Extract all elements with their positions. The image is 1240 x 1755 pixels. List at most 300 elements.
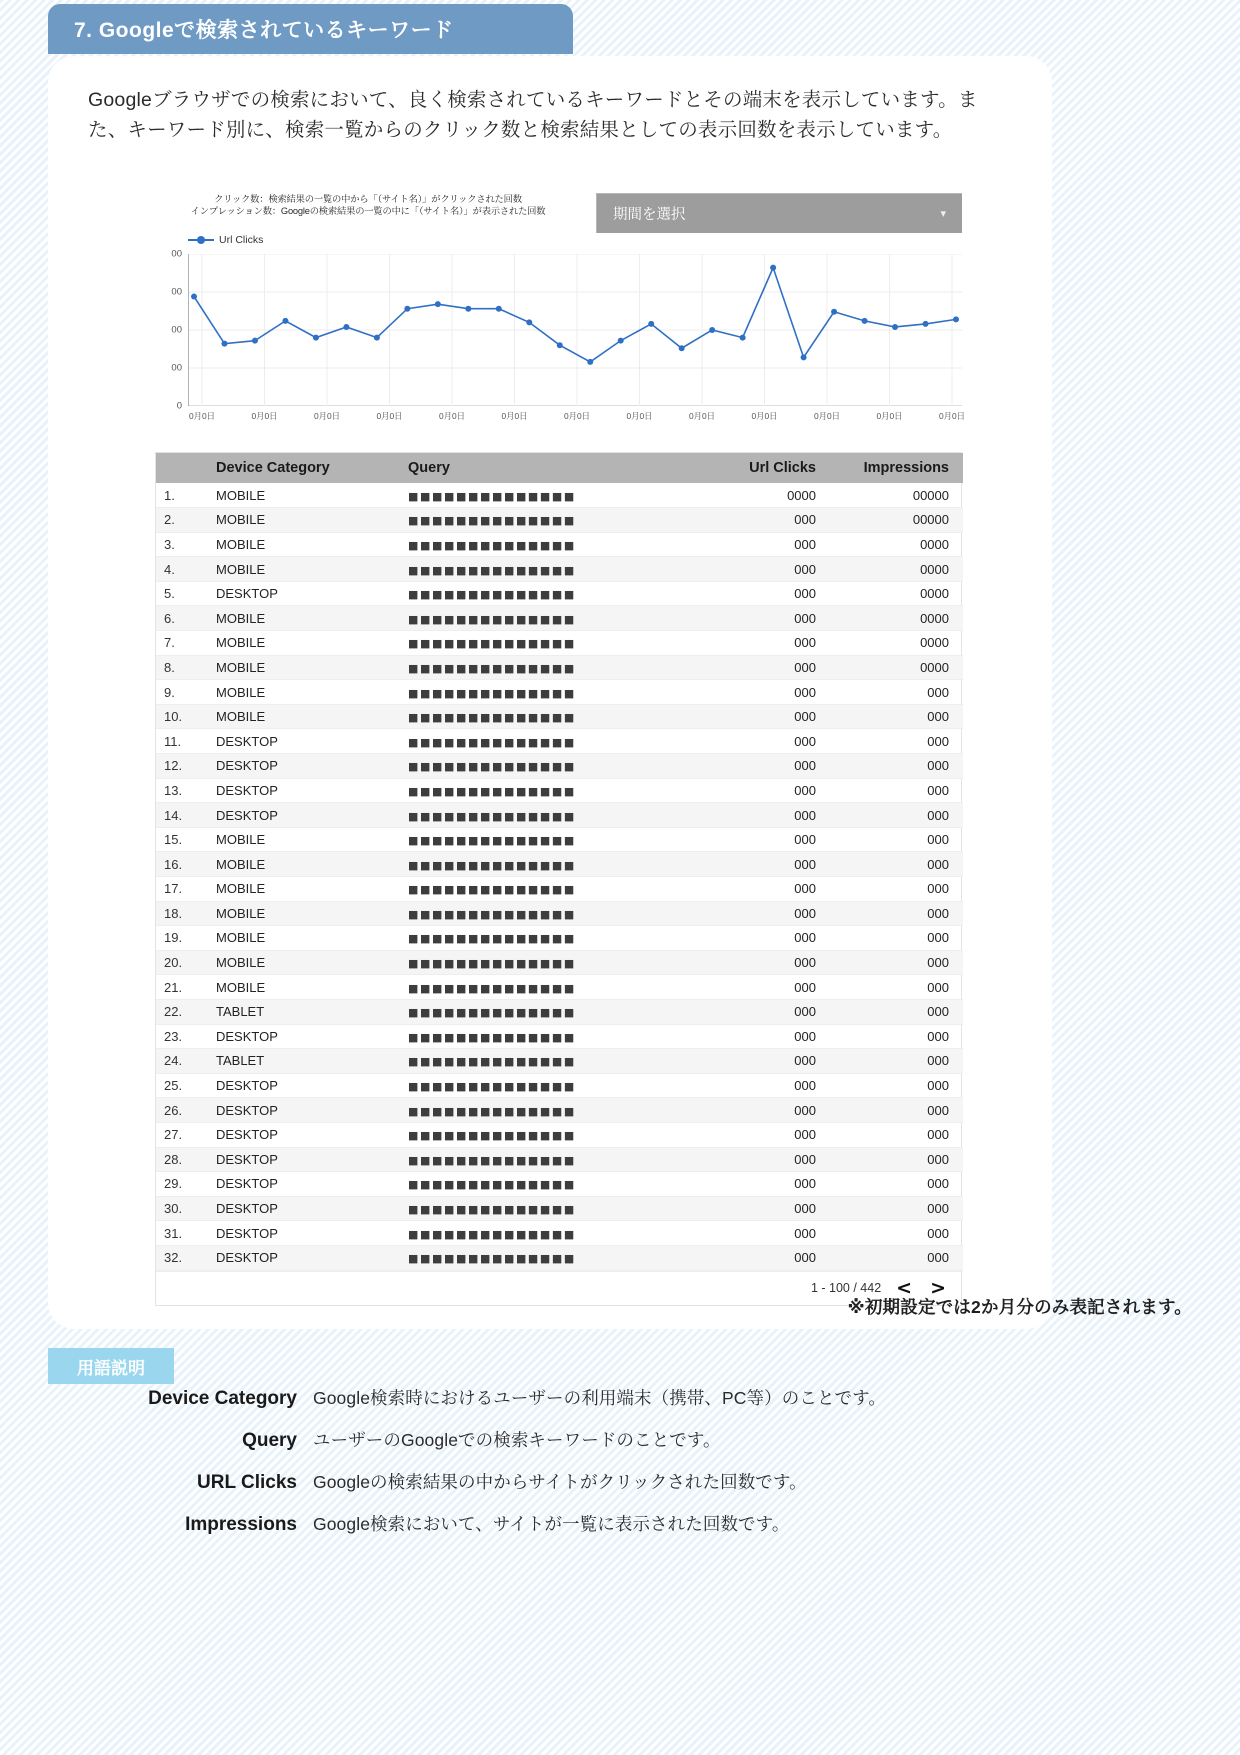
table-row[interactable] (156, 778, 963, 803)
row-device-category: TABLET (208, 1049, 400, 1074)
query-mask: ■■■■■■■■■■■■■■ (408, 1153, 576, 1167)
row-impressions: 000 (830, 926, 963, 951)
table-row[interactable] (156, 508, 963, 533)
row-index: 5. (156, 581, 208, 606)
query-mask: ■■■■■■■■■■■■■■ (408, 711, 576, 725)
glossary-definition: Google検索時におけるユーザーの利用端末（携帯、PC等）のことです。 (313, 1388, 886, 1408)
row-index: 11. (156, 729, 208, 754)
table-row[interactable] (156, 901, 963, 926)
row-url-clicks: 000 (697, 557, 830, 582)
query-mask: ■■■■■■■■■■■■■■ (408, 834, 576, 848)
row-query (400, 1196, 697, 1221)
row-device-category: MOBILE (208, 975, 400, 1000)
row-device-category: DESKTOP (208, 1098, 400, 1123)
x-axis-tick: 0月0日 (501, 411, 528, 421)
y-axis-tick: 00 (171, 286, 182, 298)
row-index: 20. (156, 950, 208, 975)
row-device-category: MOBILE (208, 557, 400, 582)
query-mask: ■■■■■■■■■■■■■■ (408, 661, 576, 675)
glossary-term: URL Clicks (197, 1472, 297, 1493)
query-mask: ■■■■■■■■■■■■■■ (408, 489, 576, 503)
row-query (400, 631, 697, 656)
row-impressions: 000 (830, 975, 963, 1000)
row-url-clicks: 000 (697, 1024, 830, 1049)
row-device-category: DESKTOP (208, 729, 400, 754)
row-impressions: 0000 (830, 606, 963, 631)
pagination-prev-button[interactable]: < (896, 1276, 913, 1299)
row-query (400, 827, 697, 852)
row-impressions: 0000 (830, 631, 963, 656)
row-url-clicks: 000 (697, 1245, 830, 1270)
x-axis-tick: 0月0日 (938, 411, 966, 421)
row-query (400, 1221, 697, 1246)
query-mask: ■■■■■■■■■■■■■■ (408, 1104, 576, 1118)
period-selector[interactable] (596, 193, 962, 233)
query-mask: ■■■■■■■■■■■■■■ (408, 760, 576, 774)
row-device-category: DESKTOP (208, 1024, 400, 1049)
chart-data-point (465, 306, 471, 312)
row-url-clicks: 000 (697, 827, 830, 852)
row-url-clicks: 000 (697, 1098, 830, 1123)
chart-plot-area (188, 254, 962, 406)
row-url-clicks: 000 (697, 1122, 830, 1147)
row-query (400, 606, 697, 631)
query-mask: ■■■■■■■■■■■■■■ (408, 858, 576, 872)
table-row[interactable] (156, 1073, 963, 1098)
row-query (400, 778, 697, 803)
table-row[interactable] (156, 877, 963, 902)
row-url-clicks: 000 (697, 1172, 830, 1197)
chart-data-point (343, 324, 349, 330)
row-impressions: 000 (830, 877, 963, 902)
col-device-category[interactable]: Device Category (208, 453, 400, 483)
row-impressions: 0000 (830, 532, 963, 557)
query-mask: ■■■■■■■■■■■■■■ (408, 981, 576, 995)
row-query (400, 483, 697, 508)
query-mask: ■■■■■■■■■■■■■■ (408, 1227, 576, 1241)
chart-annotation (158, 194, 578, 218)
table-row[interactable] (156, 557, 963, 582)
chart-data-point (923, 321, 929, 327)
chart-data-point (313, 335, 319, 341)
row-impressions: 000 (830, 1221, 963, 1246)
query-mask: ■■■■■■■■■■■■■■ (408, 932, 576, 946)
row-impressions: 000 (830, 950, 963, 975)
row-index: 28. (156, 1147, 208, 1172)
row-index: 14. (156, 803, 208, 828)
chart-data-point (862, 318, 868, 324)
section-header-tab (48, 4, 573, 54)
row-device-category: DESKTOP (208, 1196, 400, 1221)
legend-line-marker-icon (188, 239, 214, 241)
chart-data-point (648, 321, 654, 327)
chart-legend (188, 234, 263, 246)
row-query (400, 950, 697, 975)
chart-data-point (740, 335, 746, 341)
row-device-category: DESKTOP (208, 778, 400, 803)
row-impressions: 000 (830, 1073, 963, 1098)
row-query (400, 754, 697, 779)
query-mask: ■■■■■■■■■■■■■■ (408, 1129, 576, 1143)
table-row[interactable] (156, 1049, 963, 1074)
row-query (400, 999, 697, 1024)
row-url-clicks: 000 (697, 680, 830, 705)
query-mask: ■■■■■■■■■■■■■■ (408, 957, 576, 971)
x-axis-tick: 0月0日 (563, 411, 591, 421)
row-index: 18. (156, 901, 208, 926)
chart-data-point (953, 316, 959, 322)
row-url-clicks: 000 (697, 1221, 830, 1246)
row-device-category: DESKTOP (208, 1221, 400, 1246)
row-url-clicks: 000 (697, 926, 830, 951)
row-device-category: DESKTOP (208, 803, 400, 828)
chart-data-point (374, 335, 380, 341)
row-device-category: MOBILE (208, 655, 400, 680)
table-row[interactable] (156, 1024, 963, 1049)
table-header (156, 453, 963, 483)
row-url-clicks: 000 (697, 950, 830, 975)
row-query (400, 1172, 697, 1197)
glossary-tab (48, 1348, 174, 1384)
row-index: 8. (156, 655, 208, 680)
row-impressions: 000 (830, 1245, 963, 1270)
row-impressions: 000 (830, 852, 963, 877)
col-query[interactable]: Query (400, 453, 697, 483)
row-index: 16. (156, 852, 208, 877)
row-query (400, 1147, 697, 1172)
row-query (400, 1049, 697, 1074)
row-url-clicks: 000 (697, 1147, 830, 1172)
glossary-entry (48, 1385, 1048, 1410)
y-axis-tick: 0 (176, 400, 182, 412)
x-axis-tick: 0月0日 (376, 411, 403, 421)
chart-data-point (709, 327, 715, 333)
row-url-clicks: 000 (697, 631, 830, 656)
row-impressions: 000 (830, 680, 963, 705)
row-device-category: DESKTOP (208, 1147, 400, 1172)
row-index: 23. (156, 1024, 208, 1049)
query-mask: ■■■■■■■■■■■■■■ (408, 612, 576, 626)
query-mask: ■■■■■■■■■■■■■■ (408, 735, 576, 749)
row-impressions: 000 (830, 704, 963, 729)
row-url-clicks: 000 (697, 852, 830, 877)
query-mask: ■■■■■■■■■■■■■■ (408, 883, 576, 897)
table-row[interactable] (156, 1245, 963, 1270)
row-url-clicks: 000 (697, 1196, 830, 1221)
table-row[interactable] (156, 754, 963, 779)
row-url-clicks: 000 (697, 754, 830, 779)
glossary-entry (48, 1469, 1048, 1494)
row-impressions: 000 (830, 1024, 963, 1049)
section-description: Googleブラウザでの検索において、良く検索されているキーワードとその端末を表示しています。また、キーワード別に、検索一覧からのクリック数と検索結果としての表示回数を表示しています。 (88, 89, 978, 141)
query-mask: ■■■■■■■■■■■■■■ (408, 784, 576, 798)
glossary-term: Impressions (185, 1514, 297, 1535)
chart-data-point (496, 306, 502, 312)
row-index: 19. (156, 926, 208, 951)
chevron-down-icon: ▾ (940, 207, 946, 220)
table-row[interactable] (156, 852, 963, 877)
row-device-category: MOBILE (208, 852, 400, 877)
row-query (400, 704, 697, 729)
row-impressions: 0000 (830, 581, 963, 606)
row-query (400, 803, 697, 828)
row-query (400, 1245, 697, 1270)
row-index: 17. (156, 877, 208, 902)
row-device-category: MOBILE (208, 926, 400, 951)
row-query (400, 680, 697, 705)
row-index: 1. (156, 483, 208, 508)
row-impressions: 000 (830, 1172, 963, 1197)
row-query (400, 877, 697, 902)
chart-data-point (679, 345, 685, 351)
row-device-category: MOBILE (208, 532, 400, 557)
row-impressions: 000 (830, 778, 963, 803)
table-row[interactable] (156, 975, 963, 1000)
row-url-clicks: 000 (697, 704, 830, 729)
row-url-clicks: 000 (697, 532, 830, 557)
keyword-table (155, 452, 962, 1306)
x-axis-tick: 0月0日 (251, 411, 278, 421)
table-row[interactable] (156, 1098, 963, 1123)
row-query (400, 1098, 697, 1123)
row-index: 2. (156, 508, 208, 533)
row-device-category: TABLET (208, 999, 400, 1024)
table-row[interactable] (156, 1147, 963, 1172)
chart-data-point (831, 309, 837, 315)
row-query (400, 1024, 697, 1049)
row-device-category: MOBILE (208, 901, 400, 926)
x-axis-tick: 0月0日 (313, 411, 341, 421)
chart-data-point (526, 319, 532, 325)
row-url-clicks: 000 (697, 999, 830, 1024)
table-row[interactable] (156, 704, 963, 729)
chart-data-point (252, 338, 258, 344)
row-impressions: 00000 (830, 483, 963, 508)
table-row[interactable] (156, 483, 963, 508)
row-device-category: DESKTOP (208, 1245, 400, 1270)
row-url-clicks: 000 (697, 655, 830, 680)
query-mask: ■■■■■■■■■■■■■■ (408, 514, 576, 528)
row-query (400, 926, 697, 951)
row-query (400, 852, 697, 877)
row-url-clicks: 000 (697, 1073, 830, 1098)
glossary-definition: Google検索において、サイトが一覧に表示された回数です。 (313, 1514, 790, 1534)
row-query (400, 508, 697, 533)
chart-annotation-line-1: クリック数：検索結果の一覧の中から「（サイト名）」がクリックされた回数 (214, 194, 522, 204)
row-query (400, 655, 697, 680)
row-device-category: DESKTOP (208, 754, 400, 779)
query-mask: ■■■■■■■■■■■■■■ (408, 1080, 576, 1094)
x-axis-tick: 0月0日 (688, 411, 716, 421)
glossary-tab-label: 用語説明 (77, 1358, 145, 1378)
row-index: 3. (156, 532, 208, 557)
row-impressions: 000 (830, 827, 963, 852)
table-row[interactable] (156, 803, 963, 828)
y-axis-tick: 00 (171, 248, 182, 260)
legend-label-url-clicks: Url Clicks (219, 234, 264, 246)
row-url-clicks: 000 (697, 1049, 830, 1074)
row-index: 13. (156, 778, 208, 803)
row-index: 27. (156, 1122, 208, 1147)
query-mask: ■■■■■■■■■■■■■■ (408, 809, 576, 823)
row-index: 32. (156, 1245, 208, 1270)
glossary-term: Query (242, 1430, 297, 1451)
row-url-clicks: 000 (697, 975, 830, 1000)
col-url-clicks[interactable]: Url Clicks (697, 453, 830, 483)
row-url-clicks: 000 (697, 606, 830, 631)
row-query (400, 557, 697, 582)
row-device-category: DESKTOP (208, 1172, 400, 1197)
glossary-list (48, 1385, 1048, 1553)
chart-data-point (435, 301, 441, 307)
row-index: 30. (156, 1196, 208, 1221)
x-axis-tick: 0月0日 (626, 411, 653, 421)
row-query (400, 581, 697, 606)
row-query (400, 729, 697, 754)
row-index: 4. (156, 557, 208, 582)
row-index: 15. (156, 827, 208, 852)
x-axis-tick: 0月0日 (813, 411, 841, 421)
table-row[interactable] (156, 680, 963, 705)
chart-data-point (801, 354, 807, 360)
y-axis-tick: 00 (171, 362, 182, 374)
chart-series-line (194, 268, 956, 362)
query-mask: ■■■■■■■■■■■■■■ (408, 1203, 576, 1217)
query-mask: ■■■■■■■■■■■■■■ (408, 1006, 576, 1020)
row-url-clicks: 0000 (697, 483, 830, 508)
row-impressions: 0000 (830, 557, 963, 582)
table-row[interactable] (156, 1122, 963, 1147)
table-body (156, 483, 963, 1270)
x-axis-tick: 0月0日 (438, 411, 466, 421)
row-index: 6. (156, 606, 208, 631)
pagination-next-button[interactable]: > (930, 1276, 946, 1299)
table-row[interactable] (156, 1172, 963, 1197)
row-impressions: 000 (830, 1049, 963, 1074)
chart-data-point (404, 306, 410, 312)
table-row[interactable] (156, 999, 963, 1024)
period-selector-label: 期間を選択 (613, 207, 686, 223)
row-index: 29. (156, 1172, 208, 1197)
x-axis-tick: 0月0日 (188, 411, 216, 421)
table-note: ※初期設定では2か月分のみ表記されます。 (847, 1297, 1192, 1317)
table-row[interactable] (156, 655, 963, 680)
chart-data-point (191, 294, 197, 300)
row-device-category: MOBILE (208, 950, 400, 975)
glossary-entry (48, 1511, 1048, 1536)
row-impressions: 000 (830, 1122, 963, 1147)
page-title: 7. Googleで検索されているキーワード (74, 19, 454, 42)
row-impressions: 000 (830, 999, 963, 1024)
chart-data-point (587, 359, 593, 365)
row-index: 12. (156, 754, 208, 779)
row-impressions: 000 (830, 1098, 963, 1123)
row-index: 9. (156, 680, 208, 705)
chart-data-point (770, 265, 776, 271)
query-mask: ■■■■■■■■■■■■■■ (408, 637, 576, 651)
chart-annotation-line-2: インプレッション数：Googleの検索結果の一覧の中に「（サイト名）」が表示された回数 (190, 205, 546, 216)
row-index: 25. (156, 1073, 208, 1098)
query-mask: ■■■■■■■■■■■■■■ (408, 907, 576, 921)
table-row[interactable] (156, 827, 963, 852)
row-device-category: MOBILE (208, 508, 400, 533)
row-query (400, 1073, 697, 1098)
row-url-clicks: 000 (697, 581, 830, 606)
row-index: 24. (156, 1049, 208, 1074)
chart-data-point (892, 324, 898, 330)
row-query (400, 532, 697, 557)
table-pagination (156, 1271, 961, 1305)
row-device-category: DESKTOP (208, 1073, 400, 1098)
keyword-table-element (156, 453, 963, 1271)
table-row[interactable] (156, 606, 963, 631)
row-impressions: 00000 (830, 508, 963, 533)
row-impressions: 000 (830, 1196, 963, 1221)
row-query (400, 975, 697, 1000)
table-row[interactable] (156, 926, 963, 951)
row-impressions: 0000 (830, 655, 963, 680)
row-device-category: DESKTOP (208, 1122, 400, 1147)
table-row[interactable] (156, 581, 963, 606)
row-device-category: MOBILE (208, 606, 400, 631)
row-url-clicks: 000 (697, 508, 830, 533)
col-index[interactable] (156, 453, 208, 483)
chart-y-axis (158, 248, 186, 412)
row-device-category: MOBILE (208, 483, 400, 508)
chart-data-point (282, 318, 288, 324)
row-index: 10. (156, 704, 208, 729)
chart-data-point (221, 341, 227, 347)
row-index: 26. (156, 1098, 208, 1123)
table-row[interactable] (156, 532, 963, 557)
query-mask: ■■■■■■■■■■■■■■ (408, 563, 576, 577)
row-device-category: MOBILE (208, 631, 400, 656)
row-impressions: 000 (830, 754, 963, 779)
row-device-category: MOBILE (208, 827, 400, 852)
query-mask: ■■■■■■■■■■■■■■ (408, 1178, 576, 1192)
row-device-category: DESKTOP (208, 581, 400, 606)
table-row[interactable] (156, 950, 963, 975)
glossary-definition: ユーザーのGoogleでの検索キーワードのことです。 (313, 1430, 721, 1450)
query-mask: ■■■■■■■■■■■■■■ (408, 1030, 576, 1044)
query-mask: ■■■■■■■■■■■■■■ (408, 588, 576, 602)
table-row[interactable] (156, 729, 963, 754)
x-axis-tick: 0月0日 (751, 411, 778, 421)
chart-x-axis (188, 410, 966, 424)
chart-data-point (618, 338, 624, 344)
pagination-range: 1 - 100 / 442 (810, 1281, 882, 1295)
query-mask: ■■■■■■■■■■■■■■ (408, 1252, 576, 1266)
row-device-category: MOBILE (208, 704, 400, 729)
table-row[interactable] (156, 1221, 963, 1246)
glossary-entry (48, 1427, 1048, 1452)
row-query (400, 901, 697, 926)
row-url-clicks: 000 (697, 877, 830, 902)
row-index: 7. (156, 631, 208, 656)
row-index: 21. (156, 975, 208, 1000)
row-index: 22. (156, 999, 208, 1024)
table-row[interactable] (156, 631, 963, 656)
y-axis-tick: 00 (171, 324, 182, 336)
row-device-category: MOBILE (208, 877, 400, 902)
row-index: 31. (156, 1221, 208, 1246)
row-url-clicks: 000 (697, 901, 830, 926)
table-row[interactable] (156, 1196, 963, 1221)
col-impressions[interactable]: Impressions (830, 453, 963, 483)
row-url-clicks: 000 (697, 803, 830, 828)
row-query (400, 1122, 697, 1147)
query-mask: ■■■■■■■■■■■■■■ (408, 686, 576, 700)
